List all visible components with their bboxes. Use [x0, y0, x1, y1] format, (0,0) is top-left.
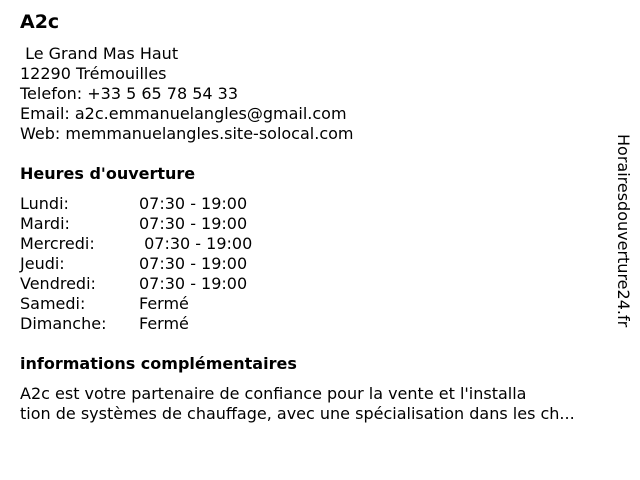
hours-day: Jeudi: — [20, 254, 65, 273]
address-street: Le Grand Mas Haut — [20, 44, 179, 63]
info-line: tion de systèmes de chauffage, avec une spécialisation dans les ch... — [20, 404, 575, 423]
watermark — [612, 134, 634, 349]
business-name: A2c — [20, 11, 60, 33]
web-line[interactable]: Web: memmanuelangles.site-solocal.com — [20, 124, 354, 143]
hours-day: Lundi: — [20, 194, 69, 213]
address-city: 12290 Trémouilles — [20, 64, 167, 83]
info-line: A2c est votre partenaire de confiance pour la vente et l'installa — [20, 384, 527, 403]
contact-block — [20, 44, 353, 144]
hours-time: Fermé — [139, 314, 189, 333]
info-heading: informations complémentaires — [20, 354, 297, 373]
hours-row — [20, 234, 252, 254]
phone-line[interactable]: Telefon: +33 5 65 78 54 33 — [20, 84, 239, 103]
hours-day: Dimanche: — [20, 314, 107, 333]
hours-time: 07:30 - 19:00 — [139, 214, 248, 233]
hours-row — [20, 194, 252, 214]
hours-day: Mardi: — [20, 214, 70, 233]
hours-row — [20, 314, 252, 334]
hours-time: 07:30 - 19:00 — [139, 254, 248, 273]
hours-day: Mercredi: — [20, 234, 95, 253]
watermark-text: Horairesdouverture24.fr — [614, 134, 633, 328]
hours-time: Fermé — [139, 294, 189, 313]
hours-heading: Heures d'ouverture — [20, 164, 196, 183]
hours-time: 07:30 - 19:00 — [139, 274, 248, 293]
hours-row — [20, 214, 252, 234]
info-text — [20, 384, 626, 424]
hours-time: 07:30 - 19:00 — [139, 194, 248, 213]
hours-row — [20, 294, 252, 314]
email-line[interactable]: Email: a2c.emmanuelangles@gmail.com — [20, 104, 347, 123]
hours-row — [20, 254, 252, 274]
hours-time: 07:30 - 19:00 — [139, 234, 253, 253]
hours-day: Samedi: — [20, 294, 86, 313]
hours-table — [20, 194, 252, 334]
hours-day: Vendredi: — [20, 274, 96, 293]
hours-row — [20, 274, 252, 294]
